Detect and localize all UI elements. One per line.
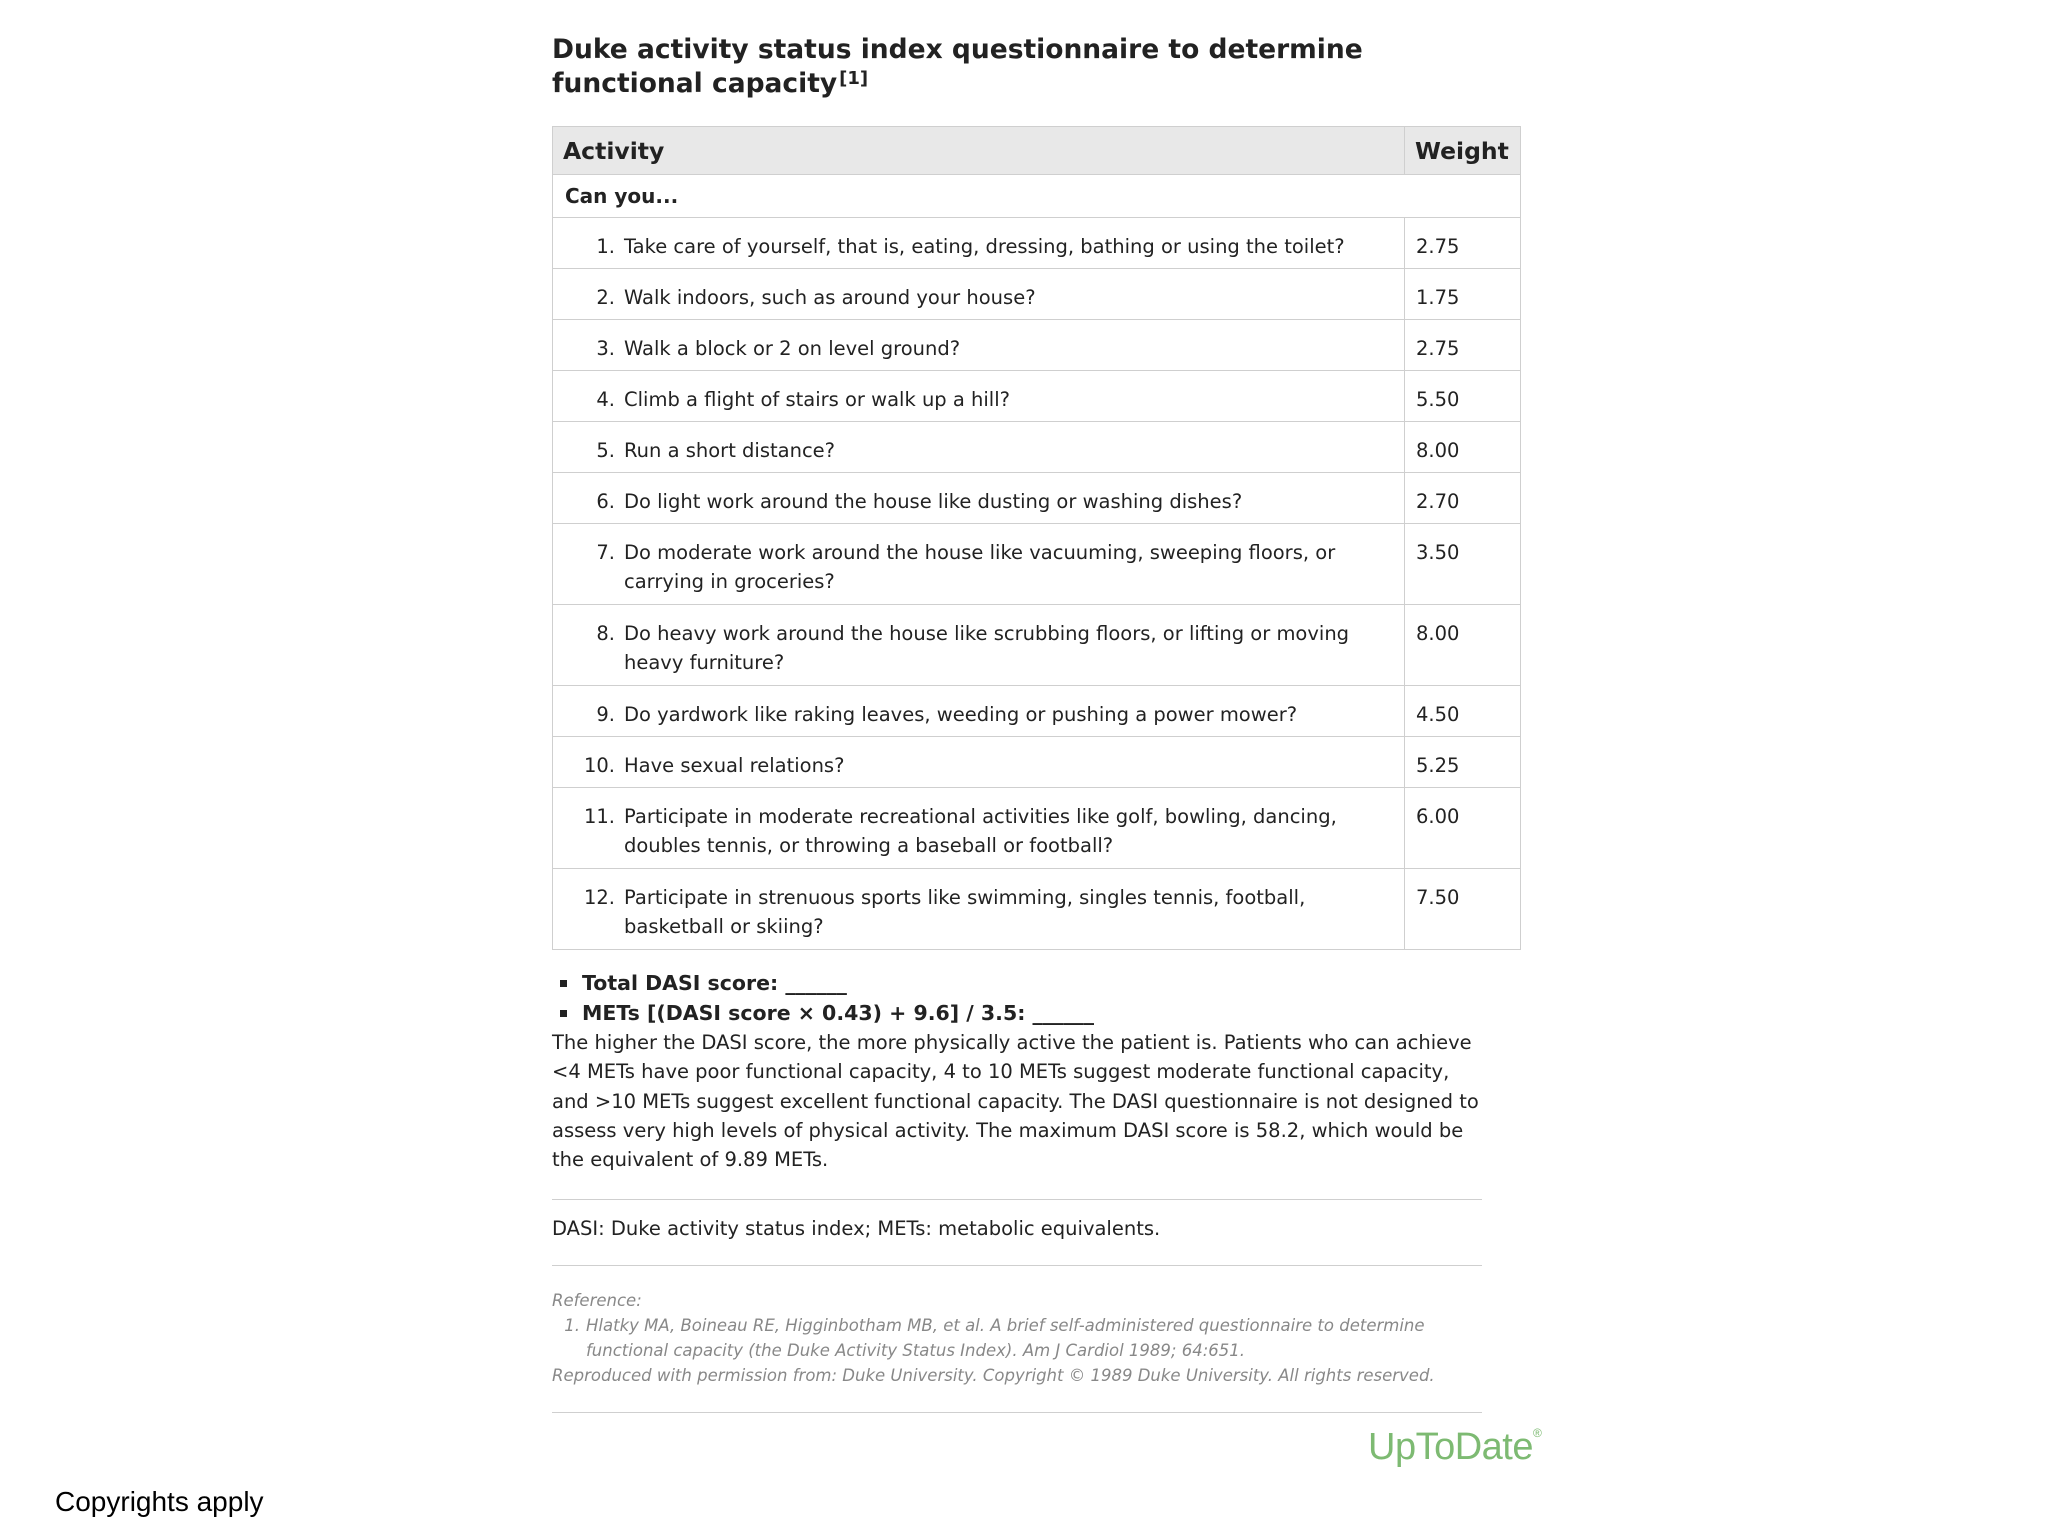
activity-cell bbox=[553, 269, 1405, 320]
activity-number: 3. bbox=[596, 337, 615, 360]
weight-value: 4.50 bbox=[1416, 703, 1460, 726]
activity-cell bbox=[553, 320, 1405, 371]
logo-text: UpToDate bbox=[1368, 1426, 1533, 1468]
weight-value: 2.75 bbox=[1416, 235, 1460, 258]
registered-mark: ® bbox=[1532, 1426, 1542, 1440]
activity-cell bbox=[553, 605, 1405, 686]
activity-text: Do light work around the house like dusting or washing dishes? bbox=[624, 490, 1243, 513]
reference-section bbox=[552, 1288, 1482, 1388]
table-header-row bbox=[553, 127, 1521, 175]
weight-cell bbox=[1405, 605, 1521, 686]
table-row bbox=[553, 320, 1521, 371]
table-row bbox=[553, 737, 1521, 788]
weight-cell bbox=[1405, 371, 1521, 422]
table-subheader-row bbox=[553, 175, 1521, 218]
mets-formula: METs [(DASI score × 0.43) + 9.6] / 3.5: ______ bbox=[552, 998, 1520, 1028]
weight-value: 3.50 bbox=[1416, 541, 1460, 564]
score-list bbox=[552, 968, 1520, 1028]
activity-number: 10. bbox=[583, 754, 615, 777]
activity-cell bbox=[553, 371, 1405, 422]
weight-cell bbox=[1405, 788, 1521, 869]
copyright-notice: Copyrights apply bbox=[55, 1486, 264, 1517]
activity-cell bbox=[553, 218, 1405, 269]
activity-text: Participate in strenuous sports like swimming, singles tennis, football, basketball or skiing? bbox=[624, 886, 1306, 938]
activity-number: 12. bbox=[583, 886, 615, 909]
table-row bbox=[553, 686, 1521, 737]
divider bbox=[552, 1412, 1482, 1413]
interpretation-note: The higher the DASI score, the more physically active the patient is. Patients who can achieve <4 METs have poor functional capacity, 4 to 10 METs suggest moderate functional capacity, and >10 METs suggest excellent functional capacity. The DASI questionnaire is not designed to assess very high levels of physical activity. The maximum DASI score is 58.2, which would be the equivalent of 9.89 METs. bbox=[552, 1031, 1479, 1172]
weight-value: 8.00 bbox=[1416, 439, 1460, 462]
permission-statement: Reproduced with permission from: Duke University. Copyright © 1989 Duke University. All rights reserved. bbox=[552, 1366, 1435, 1386]
activity-cell bbox=[553, 422, 1405, 473]
weight-value: 1.75 bbox=[1416, 286, 1460, 309]
weight-cell bbox=[1405, 320, 1521, 371]
table-row bbox=[553, 218, 1521, 269]
activity-cell bbox=[553, 788, 1405, 869]
divider bbox=[552, 1265, 1482, 1266]
weight-cell bbox=[1405, 524, 1521, 605]
activity-cell bbox=[553, 524, 1405, 605]
weight-cell bbox=[1405, 686, 1521, 737]
activity-text: Have sexual relations? bbox=[624, 754, 845, 777]
activity-text: Walk indoors, such as around your house? bbox=[624, 286, 1036, 309]
weight-value: 2.75 bbox=[1416, 337, 1460, 360]
weight-value: 2.70 bbox=[1416, 490, 1460, 513]
activity-text: Do yardwork like raking leaves, weeding or pushing a power mower? bbox=[624, 703, 1298, 726]
activity-cell bbox=[553, 473, 1405, 524]
weight-cell bbox=[1405, 473, 1521, 524]
table-row bbox=[553, 371, 1521, 422]
document bbox=[552, 33, 1520, 1413]
table-row bbox=[553, 473, 1521, 524]
activity-number: 1. bbox=[596, 235, 615, 258]
weight-value: 5.25 bbox=[1416, 754, 1460, 777]
activity-cell bbox=[553, 869, 1405, 950]
abbreviations: DASI: Duke activity status index; METs: metabolic equivalents. bbox=[552, 1217, 1161, 1241]
reference-label: Reference: bbox=[552, 1291, 642, 1311]
activity-number: 2. bbox=[596, 286, 615, 309]
weight-cell bbox=[1405, 737, 1521, 788]
weight-cell bbox=[1405, 869, 1521, 950]
activity-text: Walk a block or 2 on level ground? bbox=[624, 337, 961, 360]
activity-number: 11. bbox=[583, 805, 615, 828]
activity-column-header: Activity bbox=[553, 127, 1405, 175]
activity-number: 5. bbox=[596, 439, 615, 462]
divider bbox=[552, 1199, 1482, 1200]
activity-table bbox=[552, 126, 1521, 950]
weight-value: 5.50 bbox=[1416, 388, 1460, 411]
page-title bbox=[552, 33, 1520, 101]
activity-text: Take care of yourself, that is, eating, dressing, bathing or using the toilet? bbox=[624, 235, 1345, 258]
activity-text: Run a short distance? bbox=[624, 439, 836, 462]
activity-cell bbox=[553, 686, 1405, 737]
table-row bbox=[553, 788, 1521, 869]
total-dasi-score: Total DASI score: ______ bbox=[552, 968, 1520, 998]
activity-number: 4. bbox=[596, 388, 615, 411]
table-row bbox=[553, 869, 1521, 950]
reference-item bbox=[552, 1313, 1482, 1363]
weight-value: 7.50 bbox=[1416, 886, 1460, 909]
reference-number: 1. bbox=[564, 1316, 580, 1336]
weight-cell bbox=[1405, 218, 1521, 269]
reference-citation[interactable]: Hlatky MA, Boineau RE, Higginbotham MB, et al. A brief self-administered questionnaire to determine functional capacity (the Duke Activity Status Index). Am J Cardiol 1989; 64:651. bbox=[586, 1316, 1425, 1361]
activity-cell bbox=[553, 737, 1405, 788]
table-row bbox=[553, 422, 1521, 473]
activity-number: 7. bbox=[596, 541, 615, 564]
activity-text: Do heavy work around the house like scrubbing floors, or lifting or moving heavy furniture? bbox=[624, 622, 1350, 674]
title-text: Duke activity status index questionnaire to determine functional capacity bbox=[552, 34, 1363, 99]
activity-text: Participate in moderate recreational activities like golf, bowling, dancing, doubles tennis, or throwing a baseball or football? bbox=[624, 805, 1337, 857]
activity-number: 9. bbox=[596, 703, 615, 726]
weight-value: 8.00 bbox=[1416, 622, 1460, 645]
table-row bbox=[553, 605, 1521, 686]
activity-number: 6. bbox=[596, 490, 615, 513]
weight-cell bbox=[1405, 269, 1521, 320]
uptodate-logo bbox=[1368, 1426, 1541, 1469]
table-row bbox=[553, 524, 1521, 605]
activity-number: 8. bbox=[596, 622, 615, 645]
weight-cell bbox=[1405, 422, 1521, 473]
activity-text: Do moderate work around the house like vacuuming, sweeping floors, or carrying in groceries? bbox=[624, 541, 1336, 593]
weight-column-header: Weight bbox=[1405, 127, 1521, 175]
table-row bbox=[553, 269, 1521, 320]
table-subheader: Can you... bbox=[553, 175, 1521, 218]
title-reference-link[interactable]: [1] bbox=[839, 68, 869, 89]
activity-text: Climb a flight of stairs or walk up a hill? bbox=[624, 388, 1010, 411]
weight-value: 6.00 bbox=[1416, 805, 1460, 828]
